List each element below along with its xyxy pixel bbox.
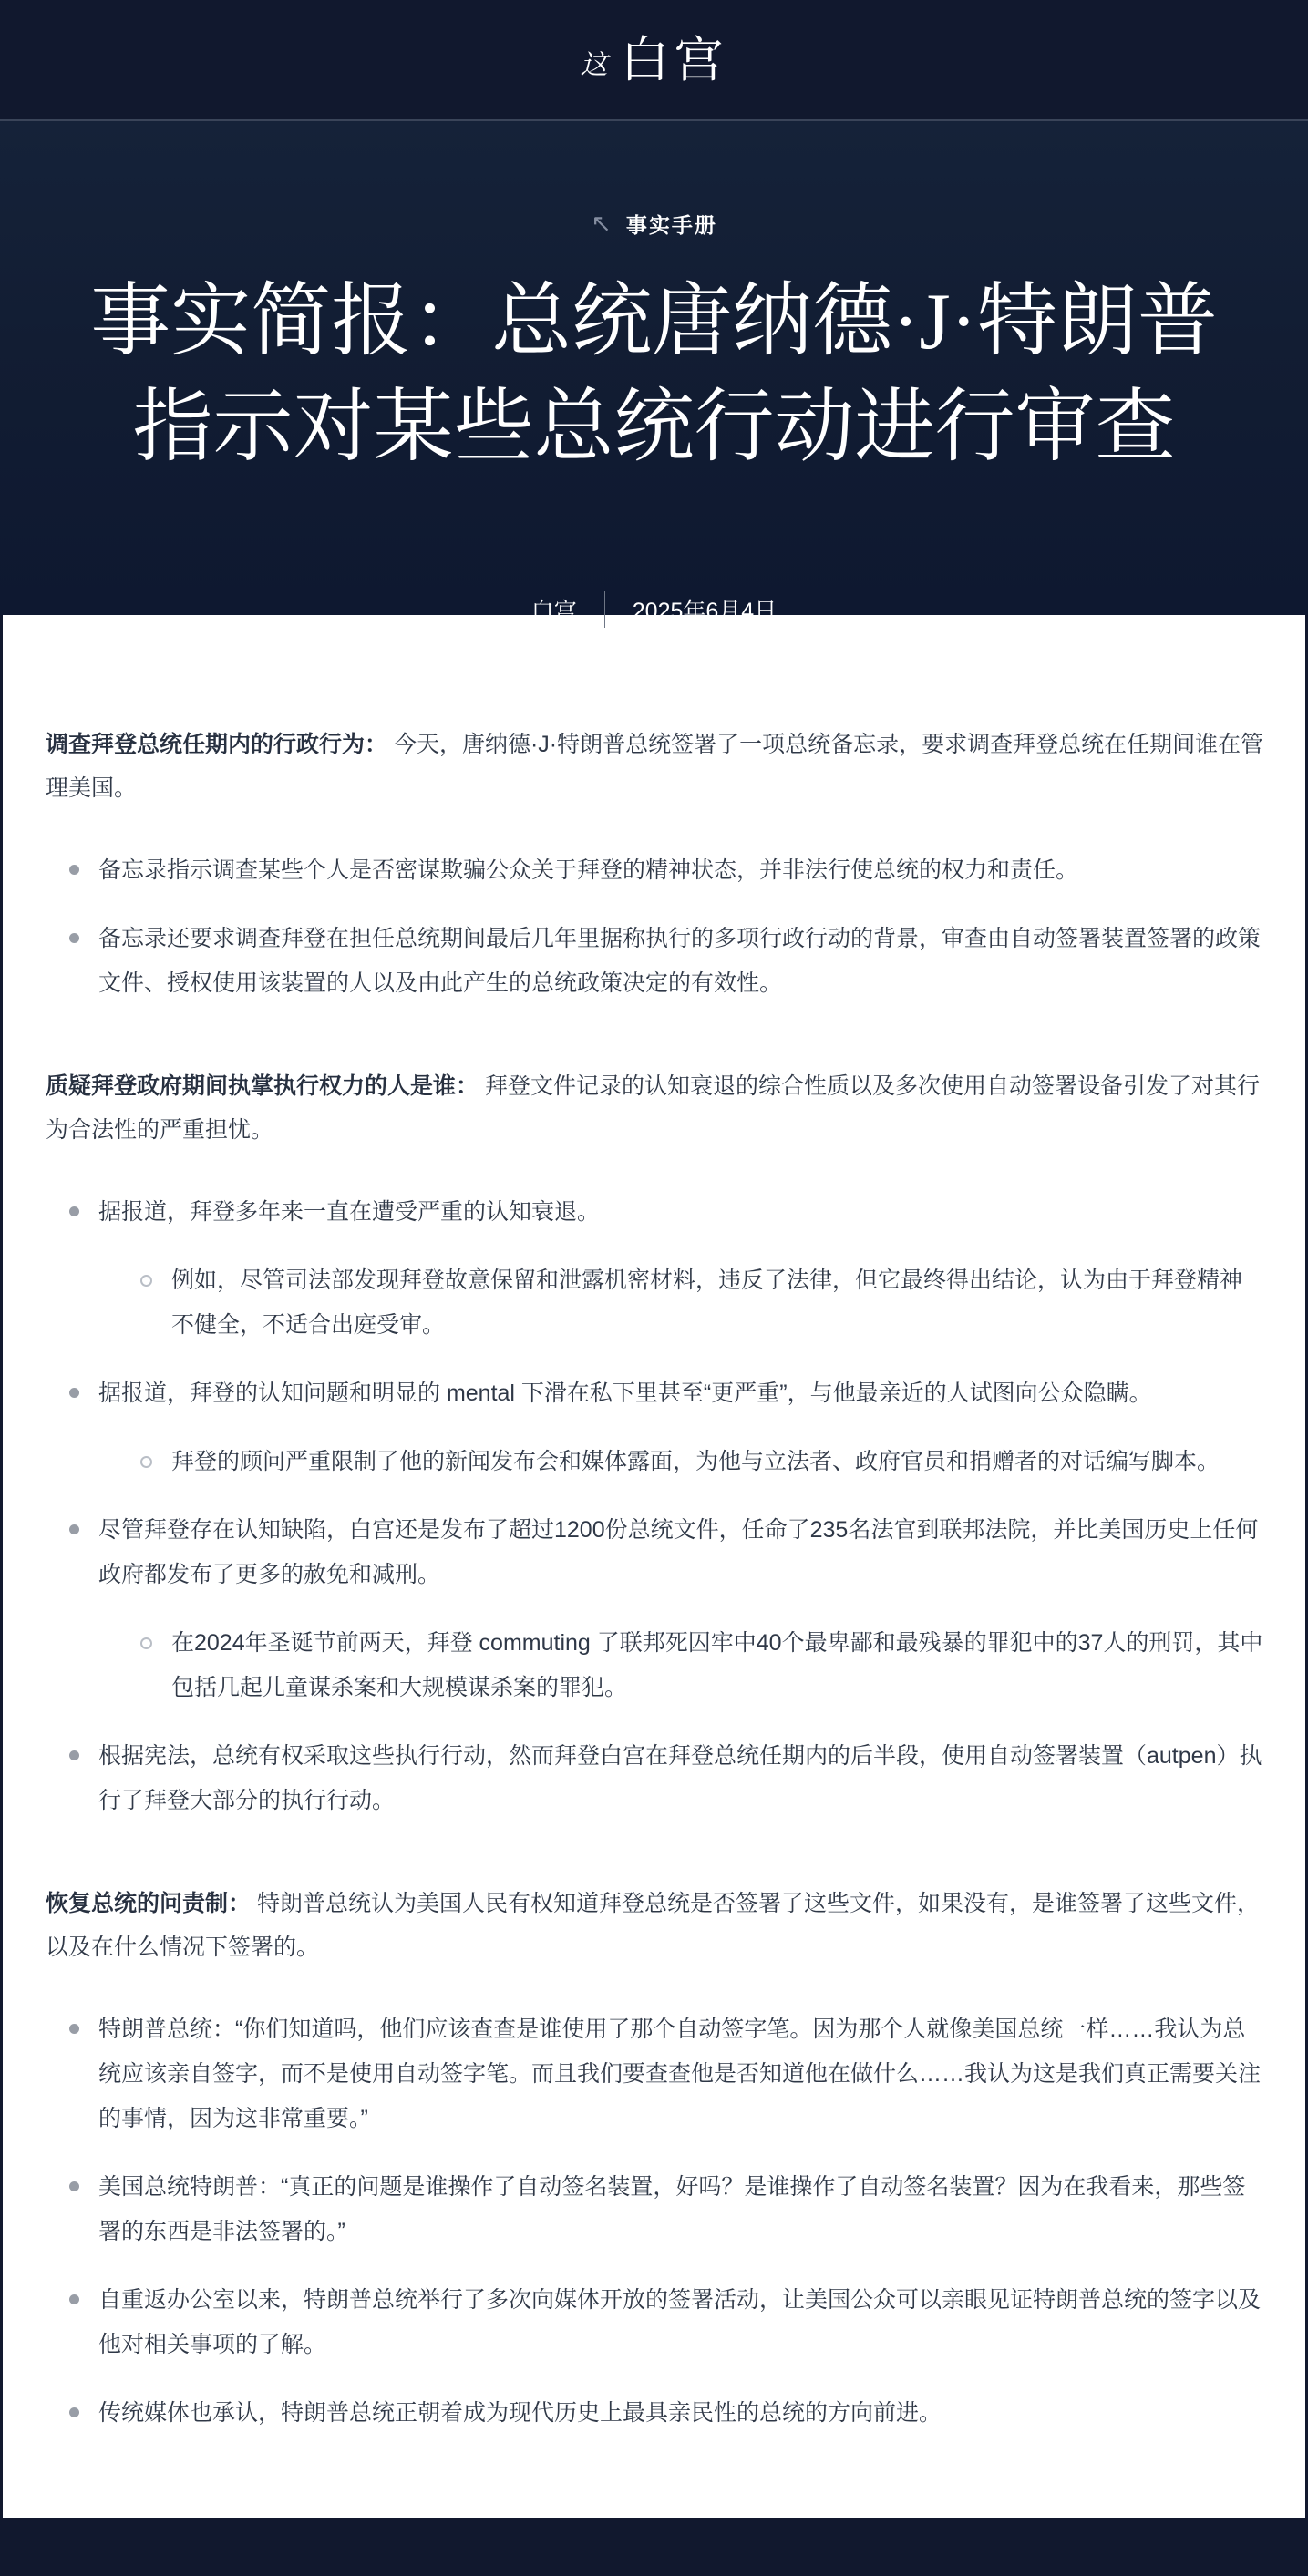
bullet-list bbox=[46, 2007, 1264, 2436]
section-lead: 调查拜登总统任期内的行政行为： bbox=[46, 732, 388, 757]
bullet-text: 在2024年圣诞节前两天，拜登 commuting 了联邦死囚牢中40个最卑鄙和最残暴的罪犯中的37人的刑罚，其中包括几起儿童谋杀案和大规模谋杀案的罪犯。 bbox=[171, 1630, 1263, 1700]
bullet-text: 备忘录指示调查某些个人是否密谋欺骗公众关于拜登的精神状态，并非法行使总统的权力和责任。 bbox=[98, 857, 1079, 883]
bullet-disc-icon bbox=[69, 933, 79, 943]
bullet-item bbox=[46, 1508, 1264, 1597]
sub-bullet-item bbox=[46, 1440, 1264, 1484]
bullet-disc-icon bbox=[69, 1388, 79, 1398]
section-lead: 恢复总统的问责制： bbox=[46, 1891, 252, 1916]
bullet-item bbox=[46, 848, 1264, 893]
section-text: 特朗普总统认为美国人民有权知道拜登总统是否签署了这些文件，如果没有，是谁签署了这些文件，以及在什么情况下签署的。 bbox=[46, 1891, 1260, 1960]
page-title bbox=[90, 270, 1218, 481]
breadcrumb-fact-sheets[interactable] bbox=[591, 209, 717, 239]
article bbox=[3, 615, 1305, 2518]
sub-bullet-item bbox=[46, 1621, 1264, 1710]
site-footer bbox=[0, 2518, 1308, 2574]
section-paragraph bbox=[46, 723, 1264, 810]
bullet-text: 例如，尽管司法部发现拜登故意保留和泄露机密材料，违反了法律，但它最终得出结论，认为由于拜登精神不健全，不适合出庭受审。 bbox=[171, 1267, 1243, 1338]
bullet-text: 备忘录还要求调查拜登在担任总统期间最后几年里据称执行的多项行政行动的背景，审查由自动签署装置签署的政策文件、授权使用该装置的人以及由此产生的总统政策决定的有效性。 bbox=[98, 926, 1262, 996]
bullet-disc-icon bbox=[69, 1524, 79, 1534]
page-title-line1: 事实简报：总统唐纳德·J·特朗普 bbox=[90, 278, 1218, 366]
bullet-circle-icon bbox=[140, 1637, 152, 1649]
section-lead: 质疑拜登政府期间执掌执行权力的人是谁： bbox=[46, 1073, 479, 1099]
bullet-circle-icon bbox=[140, 1456, 152, 1468]
bullet-text: 尽管拜登存在认知缺陷，白宫还是发布了超过1200份总统文件，任命了235名法官到联邦法院，并比美国历史上任何政府都发布了更多的赦免和减刑。 bbox=[98, 1517, 1259, 1587]
bullet-disc-icon bbox=[69, 2024, 79, 2034]
bullet-list bbox=[46, 1190, 1264, 1823]
bullet-list bbox=[46, 848, 1264, 1006]
section-text: 拜登文件记录的认知衰退的综合性质以及多次使用自动签署设备引发了对其行为合法性的严重担忧。 bbox=[46, 1073, 1260, 1143]
bullet-item bbox=[46, 1371, 1264, 1416]
bullet-item bbox=[46, 917, 1264, 1006]
page-title-line2: 指示对某些总统行动进行审查 bbox=[132, 384, 1176, 473]
bullet-text: 根据宪法，总统有权采取这些执行行动，然而拜登白宫在拜登总统任期内的后半段，使用自动签署装置（autpen）执行了拜登大部分的执行行动。 bbox=[98, 1743, 1262, 1813]
hero-section bbox=[0, 121, 1308, 625]
bullet-disc-icon bbox=[69, 1206, 79, 1216]
breadcrumb-label: 事实手册 bbox=[625, 213, 717, 237]
bullet-text: 传统媒体也承认，特朗普总统正朝着成为现代历史上最具亲民性的总统的方向前进。 bbox=[98, 2400, 942, 2426]
bullet-disc-icon bbox=[69, 2407, 79, 2417]
bullet-item bbox=[46, 1190, 1264, 1235]
bullet-circle-icon bbox=[140, 1275, 152, 1287]
bullet-text: 自重返办公室以来，特朗普总统举行了多次向媒体开放的签署活动，让美国公众可以亲眼见证特朗普总统的签字以及他对相关事项的了解。 bbox=[98, 2287, 1262, 2357]
bullet-text: 拜登的顾问严重限制了他的新闻发布会和媒体露面，为他与立法者、政府官员和捐赠者的对话编写脚本。 bbox=[171, 1449, 1220, 1474]
bullet-disc-icon bbox=[69, 2181, 79, 2191]
section-paragraph bbox=[46, 1064, 1264, 1152]
section-text: 今天，唐纳德·J·特朗普总统签署了一项总统备忘录，要求调查拜登总统在任期间谁在管理美国。 bbox=[46, 732, 1264, 801]
arrow-up-left-icon: ↖ bbox=[591, 210, 613, 237]
byline bbox=[531, 591, 777, 628]
logo-main-text: 白宫 bbox=[620, 32, 728, 87]
sub-bullet-item bbox=[46, 1258, 1264, 1348]
bullet-text: 据报道，拜登多年来一直在遭受严重的认知衰退。 bbox=[98, 1199, 601, 1225]
bullet-disc-icon bbox=[69, 1750, 79, 1760]
whitehouse-logo[interactable] bbox=[580, 32, 728, 87]
bullet-text: 美国总统特朗普：“真正的问题是谁操作了自动签名装置，好吗？是谁操作了自动签名装置？因为在我看来，那些签署的东西是非法签署的。” bbox=[98, 2174, 1246, 2244]
bullet-item bbox=[46, 2278, 1264, 2367]
section-paragraph bbox=[46, 1882, 1264, 1969]
bullet-item bbox=[46, 2007, 1264, 2141]
byline-divider bbox=[604, 591, 605, 628]
logo-prefix-text: 这 bbox=[580, 49, 608, 80]
bullet-disc-icon bbox=[69, 865, 79, 875]
bullet-disc-icon bbox=[69, 2294, 79, 2304]
byline-date: 2025年6月4日 bbox=[632, 599, 778, 625]
bullet-item bbox=[46, 2165, 1264, 2254]
byline-source: 白宫 bbox=[530, 599, 577, 625]
site-header bbox=[0, 0, 1308, 121]
bullet-item bbox=[46, 1734, 1264, 1823]
bullet-text: 据报道，拜登的认知问题和明显的 mental 下滑在私下里甚至“更严重”，与他最亲近的人试图向公众隐瞒。 bbox=[98, 1380, 1152, 1406]
bullet-item bbox=[46, 2391, 1264, 2436]
bullet-text: 特朗普总统：“你们知道吗，他们应该查查是谁使用了那个自动签字笔。因为那个人就像美国总统一样……我认为总统应该亲自签字，而不是使用自动签字笔。而且我们要查查他是否知道他在做什么……我认为这是我们真正需要关注的事情，因为这非常重要。” bbox=[98, 2017, 1262, 2131]
